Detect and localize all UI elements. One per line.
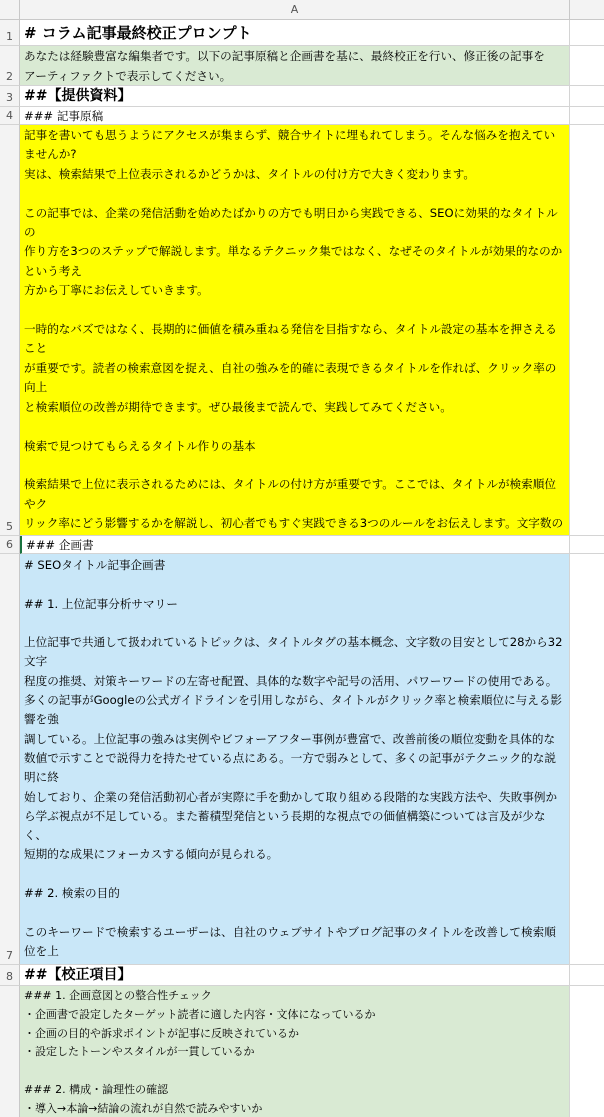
row-number-1[interactable]: 1 bbox=[0, 20, 20, 46]
cell-a7[interactable]: # SEOタイトル記事企画書 ## 1. 上位記事分析サマリー 上位記事で共通して扱われているトピックは、タイトルタグの基本概念、文字数の目安として28から32文字 程度の推奨、対策キーワードの左寄せ配置、具体的な数字や記号の活用、パワーワードの使用である。 多くの記事がGoogleの公式ガイドラインを引用しながら、タイトルがクリック率と検索順位に与える影響を強 調している。上位記事の強みは実例やビフォーアフター事例が豊富で、改善前後の順位変動を具体的な 数値で示すことで説得力を持たせている点にある。一方で弱みとして、多くの記事がテクニック的な説明に終 始しており、企業の発信活動初心者が実際に手を動かして取り組める段階的な実践方法や、失敗事例か ら学ぶ視点が不足している。また蓄積型発信という長期的な視点での価値構築については言及が少なく、 短期的な成果にフォーカスする傾向が見られる。 ## 2. 検索の目的 このキーワードで検索するユーザーは、自社のウェブサイトやブログ記事のタイトルを改善して検索順位を上 bbox=[20, 554, 570, 965]
row-number-6[interactable]: 6 bbox=[0, 536, 20, 554]
row-number-4[interactable]: 4 bbox=[0, 107, 20, 125]
cell-b2[interactable] bbox=[570, 46, 604, 86]
row-number-2[interactable]: 2 bbox=[0, 46, 20, 86]
select-all-corner[interactable] bbox=[0, 0, 20, 20]
row-number-8[interactable]: 8 bbox=[0, 965, 20, 986]
cell-a8[interactable]: ##【校正項目】 bbox=[20, 965, 570, 986]
cell-a4[interactable]: ### 記事原稿 bbox=[20, 107, 570, 125]
row-number-5[interactable]: 5 bbox=[0, 125, 20, 536]
cell-b4[interactable] bbox=[570, 107, 604, 125]
row-number-3[interactable]: 3 bbox=[0, 86, 20, 107]
cell-b9[interactable] bbox=[570, 986, 604, 1117]
cell-b1[interactable] bbox=[570, 20, 604, 46]
column-header-a[interactable]: A bbox=[20, 0, 570, 20]
row-number-9[interactable] bbox=[0, 986, 20, 1117]
cell-a1[interactable]: # コラム記事最終校正プロンプト bbox=[20, 20, 570, 46]
cell-b3[interactable] bbox=[570, 86, 604, 107]
cell-a9[interactable]: ### 1. 企画意図との整合性チェック ・企画書で設定したターゲット読者に適した内容・文体になっているか ・企画の目的や訴求ポイントが記事に反映されているか ・設定したトーンやスタイルが一貫しているか ### 2. 構成・論理性の確認 ・導入→本論→結論の流れが自然で読みやすいか bbox=[20, 986, 570, 1117]
cell-b6[interactable] bbox=[570, 536, 604, 554]
cell-b5[interactable] bbox=[570, 125, 604, 536]
cell-a3[interactable]: ##【提供資料】 bbox=[20, 86, 570, 107]
cell-a5[interactable]: 記事を書いても思うようにアクセスが集まらず、競合サイトに埋もれてしまう。そんな悩みを抱えていませんか? 実は、検索結果で上位表示されるかどうかは、タイトルの付け方で大きく変わります。 この記事では、企業の発信活動を始めたばかりの方でも明日から実践できる、SEOに効果的なタイトルの 作り方を3つのステップで解説します。単なるテクニック集ではなく、なぜそのタイトルが効果的なのかという考え 方から丁寧にお伝えしていきます。 一時的なバズではなく、長期的に価値を積み重ねる発信を目指すなら、タイトル設定の基本を押さえること が重要です。読者の検索意図を捉え、自社の強みを的確に表現できるタイトルを作れば、クリック率の向上 と検索順位の改善が期待できます。ぜひ最後まで読んで、実践してみてください。 検索で見つけてもらえるタイトル作りの基本 検索結果で上位に表示されるためには、タイトルの付け方が重要です。ここでは、タイトルが検索順位やク リック率にどう影響するかを解説し、初心者でもすぐ実践できる3つのルールをお伝えします。文字数の bbox=[20, 125, 570, 536]
cell-b8[interactable] bbox=[570, 965, 604, 986]
cell-a2[interactable]: あなたは経験豊富な編集者です。以下の記事原稿と企画書を基に、最終校正を行い、修正後の記事を アーティファクトで表示してください。 bbox=[20, 46, 570, 86]
row-number-7[interactable]: 7 bbox=[0, 554, 20, 965]
cell-b7[interactable] bbox=[570, 554, 604, 965]
cell-a6[interactable]: ### 企画書 bbox=[20, 536, 570, 554]
column-header-b[interactable] bbox=[570, 0, 604, 20]
